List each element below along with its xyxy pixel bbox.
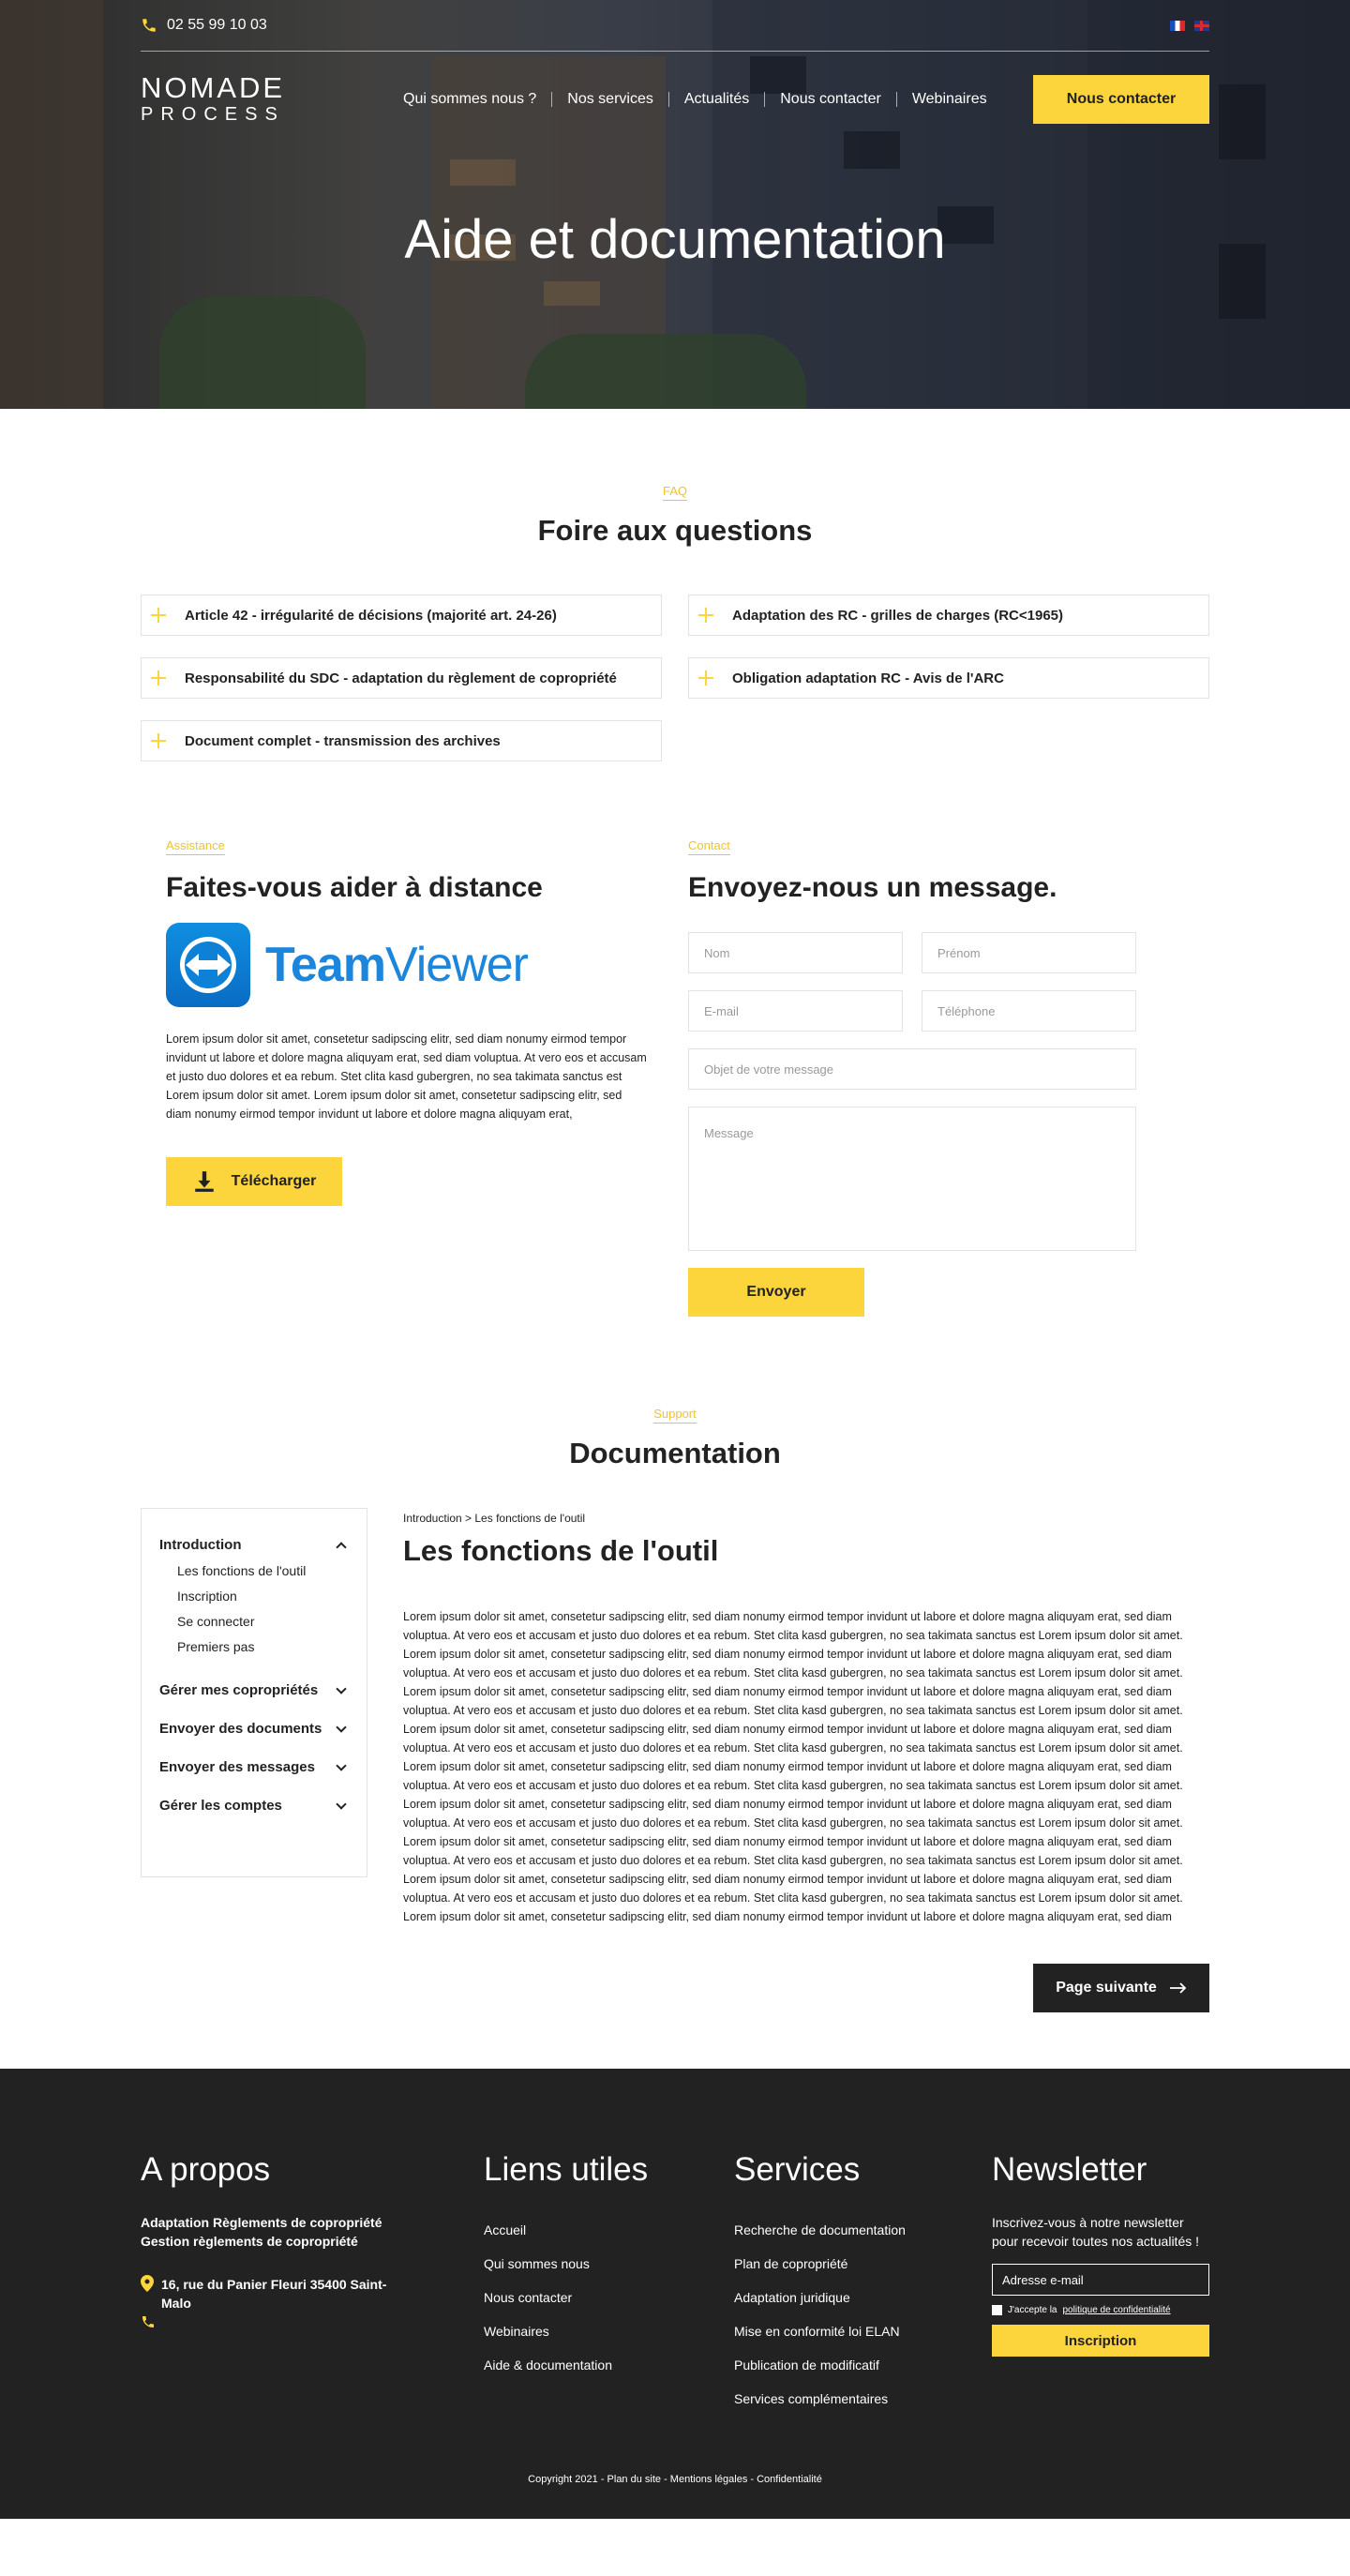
footer bbox=[0, 2069, 1350, 2519]
faq-section bbox=[0, 409, 1350, 761]
nav-link-news[interactable]: Actualités bbox=[683, 91, 750, 107]
nav-link-contact[interactable]: Nous contacter bbox=[780, 91, 881, 107]
name-field[interactable]: Nom bbox=[688, 932, 903, 973]
flag-fr-icon[interactable] bbox=[1170, 21, 1185, 31]
plus-icon bbox=[151, 608, 166, 623]
docs-group bbox=[159, 1798, 349, 1814]
next-page-button[interactable] bbox=[1033, 1964, 1209, 2012]
phone-field[interactable]: Téléphone bbox=[922, 990, 1136, 1032]
footer-link[interactable]: Webinaires bbox=[484, 2324, 549, 2339]
teamviewer-icon bbox=[166, 923, 250, 1007]
faq-question: Obligation adaptation RC - Avis de l'ARC bbox=[732, 670, 1004, 686]
contact-eyebrow: Contact bbox=[688, 838, 730, 855]
footer-link[interactable]: Nous contacter bbox=[484, 2290, 573, 2305]
docs-group-header[interactable] bbox=[159, 1798, 349, 1814]
firstname-field[interactable]: Prénom bbox=[922, 932, 1136, 973]
footer-address bbox=[141, 2275, 403, 2312]
contact-form bbox=[688, 932, 1136, 1317]
docs-group-header[interactable] bbox=[159, 1721, 349, 1737]
faq-title: Foire aux questions bbox=[537, 514, 813, 547]
next-page-label: Page suivante bbox=[1056, 1980, 1157, 1996]
footer-link[interactable]: Aide & documentation bbox=[484, 2358, 612, 2373]
docs-article bbox=[403, 1508, 1209, 2012]
footer-service-link[interactable]: Services complémentaires bbox=[734, 2391, 889, 2406]
footer-service-link[interactable]: Adaptation juridique bbox=[734, 2290, 850, 2305]
download-label: Télécharger bbox=[231, 1173, 317, 1189]
chevron-down-icon bbox=[336, 1683, 346, 1694]
article-body: Lorem ipsum dolor sit amet, consetetur sadipscing elitr, sed diam nonumy eirmod tempor invidunt ut labore et dolore magna aliquyam erat, sed diam voluptua. At vero eos et accusam et justo duo dolores et ea rebum. Stet clita kasd gubergren, no sea takimata sanctus est Lorem ipsum dolor sit amet. Lorem ipsum dolor sit amet, consetetur sadipscing elitr, sed diam nonumy eirmod tempor invidunt ut labore et dolore magna aliquyam erat, sed diam voluptua. At vero eos et accusam et justo duo dolores et ea rebum. Stet clita kasd gubergren, no sea takimata sanctus est Lorem ipsum dolor sit amet. Lorem ipsum dolor sit amet, consetetur sadipscing elitr, sed diam nonumy eirmod tempor invidunt ut labore et dolore magna aliquyam erat, sed diam voluptua. At vero eos et accusam et justo duo dolores et ea rebum. Stet clita kasd gubergren, no sea takimata sanctus est Lorem ipsum dolor sit amet. Lorem ipsum dolor sit amet, consetetur sadipscing elitr, sed diam nonumy eirmod tempor invidunt ut labore et dolore magna aliquyam erat, sed diam voluptua. At vero eos et accusam et justo duo dolores et ea rebum. Stet clita kasd gubergren, no sea takimata sanctus est Lorem ipsum dolor sit amet. Lorem ipsum dolor sit amet, consetetur sadipscing elitr, sed diam nonumy eirmod tempor invidunt ut labore et dolore magna aliquyam erat, sed diam voluptua. At vero eos et accusam et justo duo dolores et ea rebum. Stet clita kasd gubergren, no sea takimata sanctus est Lorem ipsum dolor sit amet. Lorem ipsum dolor sit amet, consetetur sadipscing elitr, sed diam nonumy eirmod tempor invidunt ut labore et dolore magna aliquyam erat, sed diam voluptua. At vero eos et accusam et justo duo dolores et ea rebum. Stet clita kasd gubergren, no sea takimata sanctus est Lorem ipsum dolor sit amet. Lorem ipsum dolor sit amet, consetetur sadipscing elitr, sed diam nonumy eirmod tempor invidunt ut labore et dolore magna aliquyam erat, sed diam voluptua. At vero eos et accusam et justo duo dolores et ea rebum. Stet clita kasd gubergren, no sea takimata sanctus est Lorem ipsum dolor sit amet. Lorem ipsum dolor sit amet, consetetur sadipscing elitr, sed diam nonumy eirmod tempor invidunt ut labore et dolore magna aliquyam erat, sed diam voluptua. At vero eos et accusam et justo duo dolores et ea rebum. Stet clita kasd gubergren, no sea takimata sanctus est Lorem ipsum dolor sit amet. Lorem ipsum dolor sit amet, consetetur sadipscing elitr, sed diam nonumy eirmod tempor invidunt ut labore et dolore magna aliquyam erat, sed diam bbox=[403, 1610, 1183, 1923]
nav-divider bbox=[764, 92, 765, 107]
faq-item[interactable] bbox=[141, 720, 662, 761]
faq-question: Article 42 - irrégularité de décisions (majorité art. 24-26) bbox=[185, 607, 557, 624]
teamviewer-brand-b: Viewer bbox=[384, 938, 528, 992]
plus-icon bbox=[698, 608, 713, 623]
subject-field[interactable]: Objet de votre message bbox=[688, 1048, 1136, 1090]
contact-title: Envoyez-nous un message. bbox=[688, 872, 1058, 903]
nav-link-services[interactable]: Nos services bbox=[567, 91, 653, 107]
docs-group-label: Envoyer des messages bbox=[159, 1759, 315, 1775]
footer-address-text: 16, rue du Panier Fleuri 35400 Saint-Malo bbox=[161, 2277, 387, 2311]
copyright: Copyright 2021 - Plan du site - Mentions légales - Confidentialité bbox=[528, 2474, 822, 2485]
docs-group-intro bbox=[159, 1537, 349, 1660]
footer-about-title: A propos bbox=[141, 2151, 271, 2188]
docs-sidebar bbox=[141, 1508, 368, 1877]
chevron-up-icon bbox=[336, 1542, 346, 1552]
nav-menu bbox=[403, 91, 987, 108]
top-bar bbox=[141, 0, 1209, 52]
faq-item[interactable] bbox=[688, 657, 1209, 699]
assistance-eyebrow: Assistance bbox=[166, 838, 225, 855]
privacy-policy-link[interactable]: politique de confidentialité bbox=[1062, 2305, 1171, 2315]
chevron-down-icon bbox=[336, 1760, 346, 1770]
footer-services bbox=[734, 2151, 992, 2416]
faq-question: Adaptation des RC - grilles de charges (RC<1965) bbox=[732, 607, 1064, 624]
article-title: Les fonctions de l'outil bbox=[403, 1534, 719, 1567]
contact-block bbox=[688, 838, 1209, 1317]
phone-number: 02 55 99 10 03 bbox=[167, 17, 267, 33]
footer-newsletter bbox=[992, 2151, 1209, 2416]
docs-nav-item[interactable]: Les fonctions de l'outil bbox=[177, 1563, 307, 1578]
docs-group-label: Gérer mes copropriétés bbox=[159, 1682, 319, 1698]
teamviewer-logo bbox=[166, 923, 688, 1007]
faq-question: Document complet - transmission des archives bbox=[185, 732, 501, 749]
footer-links bbox=[484, 2151, 734, 2416]
phone-icon[interactable] bbox=[141, 2314, 156, 2329]
nav-divider bbox=[551, 92, 552, 107]
docs-group bbox=[159, 1721, 349, 1737]
main-nav bbox=[141, 73, 1209, 126]
documentation-section bbox=[0, 1317, 1350, 2012]
docs-group-label: Envoyer des documents bbox=[159, 1721, 322, 1737]
footer-services-title: Services bbox=[734, 2151, 861, 2188]
footer-about bbox=[141, 2151, 484, 2416]
footer-link[interactable]: Accueil bbox=[484, 2222, 527, 2237]
nav-link-webinars[interactable]: Webinaires bbox=[911, 91, 987, 107]
flag-en-icon[interactable] bbox=[1194, 21, 1209, 31]
download-button[interactable] bbox=[166, 1157, 342, 1206]
newsletter-text: Inscrivez-vous à notre newsletter pour recevoir toutes nos actualités ! bbox=[992, 2215, 1200, 2249]
contact-cta-button[interactable]: Nous contacter bbox=[1033, 75, 1209, 124]
nav-divider bbox=[668, 92, 669, 107]
arrow-right-icon bbox=[1170, 1982, 1187, 1994]
assistance-text: Lorem ipsum dolor sit amet, consetetur sadipscing elitr, sed diam nonumy eirmod tempor invidunt ut labore et dolore magna aliquyam erat, sed diam voluptua. At vero eos et accusam et justo duo dolores et ea rebum. Stet clita kasd gubergren, no sea takimata sanctus est Lorem ipsum dolor sit amet. Lorem ipsum dolor sit amet, consetetur sadipscing elitr, sed diam nonumy eirmod tempor invidunt ut labore et dolore magna aliquyam erat, bbox=[166, 1032, 647, 1121]
docs-title: Documentation bbox=[569, 1437, 781, 1469]
newsletter-title: Newsletter bbox=[992, 2151, 1148, 2188]
docs-group-label: Gérer les comptes bbox=[159, 1798, 282, 1814]
newsletter-consent bbox=[992, 2305, 1209, 2315]
plus-icon bbox=[698, 670, 713, 685]
faq-question: Responsabilité du SDC - adaptation du règlement de copropriété bbox=[185, 670, 617, 686]
subscribe-button[interactable]: Inscription bbox=[992, 2325, 1209, 2357]
logo[interactable] bbox=[141, 73, 302, 126]
assistance-block bbox=[141, 838, 688, 1317]
faq-item[interactable] bbox=[141, 595, 662, 636]
docs-group bbox=[159, 1759, 349, 1775]
language-switcher bbox=[1170, 21, 1209, 31]
email-field[interactable]: E-mail bbox=[688, 990, 903, 1032]
consent-text: J'accepte la bbox=[1008, 2305, 1058, 2315]
phone-link[interactable] bbox=[141, 17, 267, 34]
footer-service-link[interactable]: Mise en conformité loi ELAN bbox=[734, 2324, 900, 2339]
footer-about-line: Gestion règlements de copropriété bbox=[141, 2234, 358, 2249]
phone-icon bbox=[141, 17, 158, 34]
logo-text-bottom: PROCESS bbox=[141, 104, 285, 125]
faq-list bbox=[141, 595, 1209, 761]
nav-divider bbox=[896, 92, 897, 107]
message-field[interactable]: Message bbox=[688, 1107, 1136, 1251]
docs-nav-item[interactable]: Premiers pas bbox=[177, 1639, 255, 1654]
map-pin-icon bbox=[141, 2275, 154, 2292]
breadcrumb: Introduction > Les fonctions de l'outil bbox=[403, 1512, 586, 1525]
docs-group-label: Introduction bbox=[159, 1537, 242, 1553]
faq-eyebrow: FAQ bbox=[663, 484, 687, 501]
faq-item[interactable] bbox=[141, 657, 662, 699]
footer-links-title: Liens utiles bbox=[484, 2151, 649, 2188]
docs-group-header[interactable] bbox=[159, 1537, 349, 1553]
footer-service-link[interactable]: Plan de copropriété bbox=[734, 2256, 848, 2271]
nav-link-about[interactable]: Qui sommes nous ? bbox=[403, 91, 537, 107]
logo-text-top: NOMADE bbox=[141, 71, 286, 104]
docs-group-header[interactable] bbox=[159, 1759, 349, 1775]
faq-item[interactable] bbox=[688, 595, 1209, 636]
plus-icon bbox=[151, 670, 166, 685]
docs-group bbox=[159, 1682, 349, 1698]
send-button[interactable]: Envoyer bbox=[688, 1268, 864, 1317]
docs-nav-item[interactable]: Inscription bbox=[177, 1589, 237, 1604]
consent-checkbox[interactable] bbox=[992, 2305, 1002, 2315]
teamviewer-brand-a: Team bbox=[265, 938, 385, 992]
chevron-down-icon bbox=[336, 1799, 346, 1809]
assistance-title: Faites-vous aider à distance bbox=[166, 872, 543, 903]
newsletter-email-input[interactable]: Adresse e-mail bbox=[992, 2264, 1209, 2296]
footer-link[interactable]: Qui sommes nous bbox=[484, 2256, 590, 2271]
docs-eyebrow: Support bbox=[653, 1407, 697, 1424]
hero-banner bbox=[0, 0, 1350, 409]
plus-icon bbox=[151, 733, 166, 748]
docs-group-header[interactable] bbox=[159, 1682, 349, 1698]
footer-service-link[interactable]: Publication de modificatif bbox=[734, 2358, 879, 2373]
footer-about-line: Adaptation Règlements de copropriété bbox=[141, 2215, 382, 2230]
download-icon bbox=[192, 1169, 217, 1194]
page-title: Aide et documentation bbox=[404, 209, 946, 270]
docs-nav-item[interactable]: Se connecter bbox=[177, 1614, 255, 1629]
assistance-contact-section bbox=[141, 838, 1209, 1317]
footer-service-link[interactable]: Recherche de documentation bbox=[734, 2222, 906, 2237]
chevron-down-icon bbox=[336, 1722, 346, 1732]
